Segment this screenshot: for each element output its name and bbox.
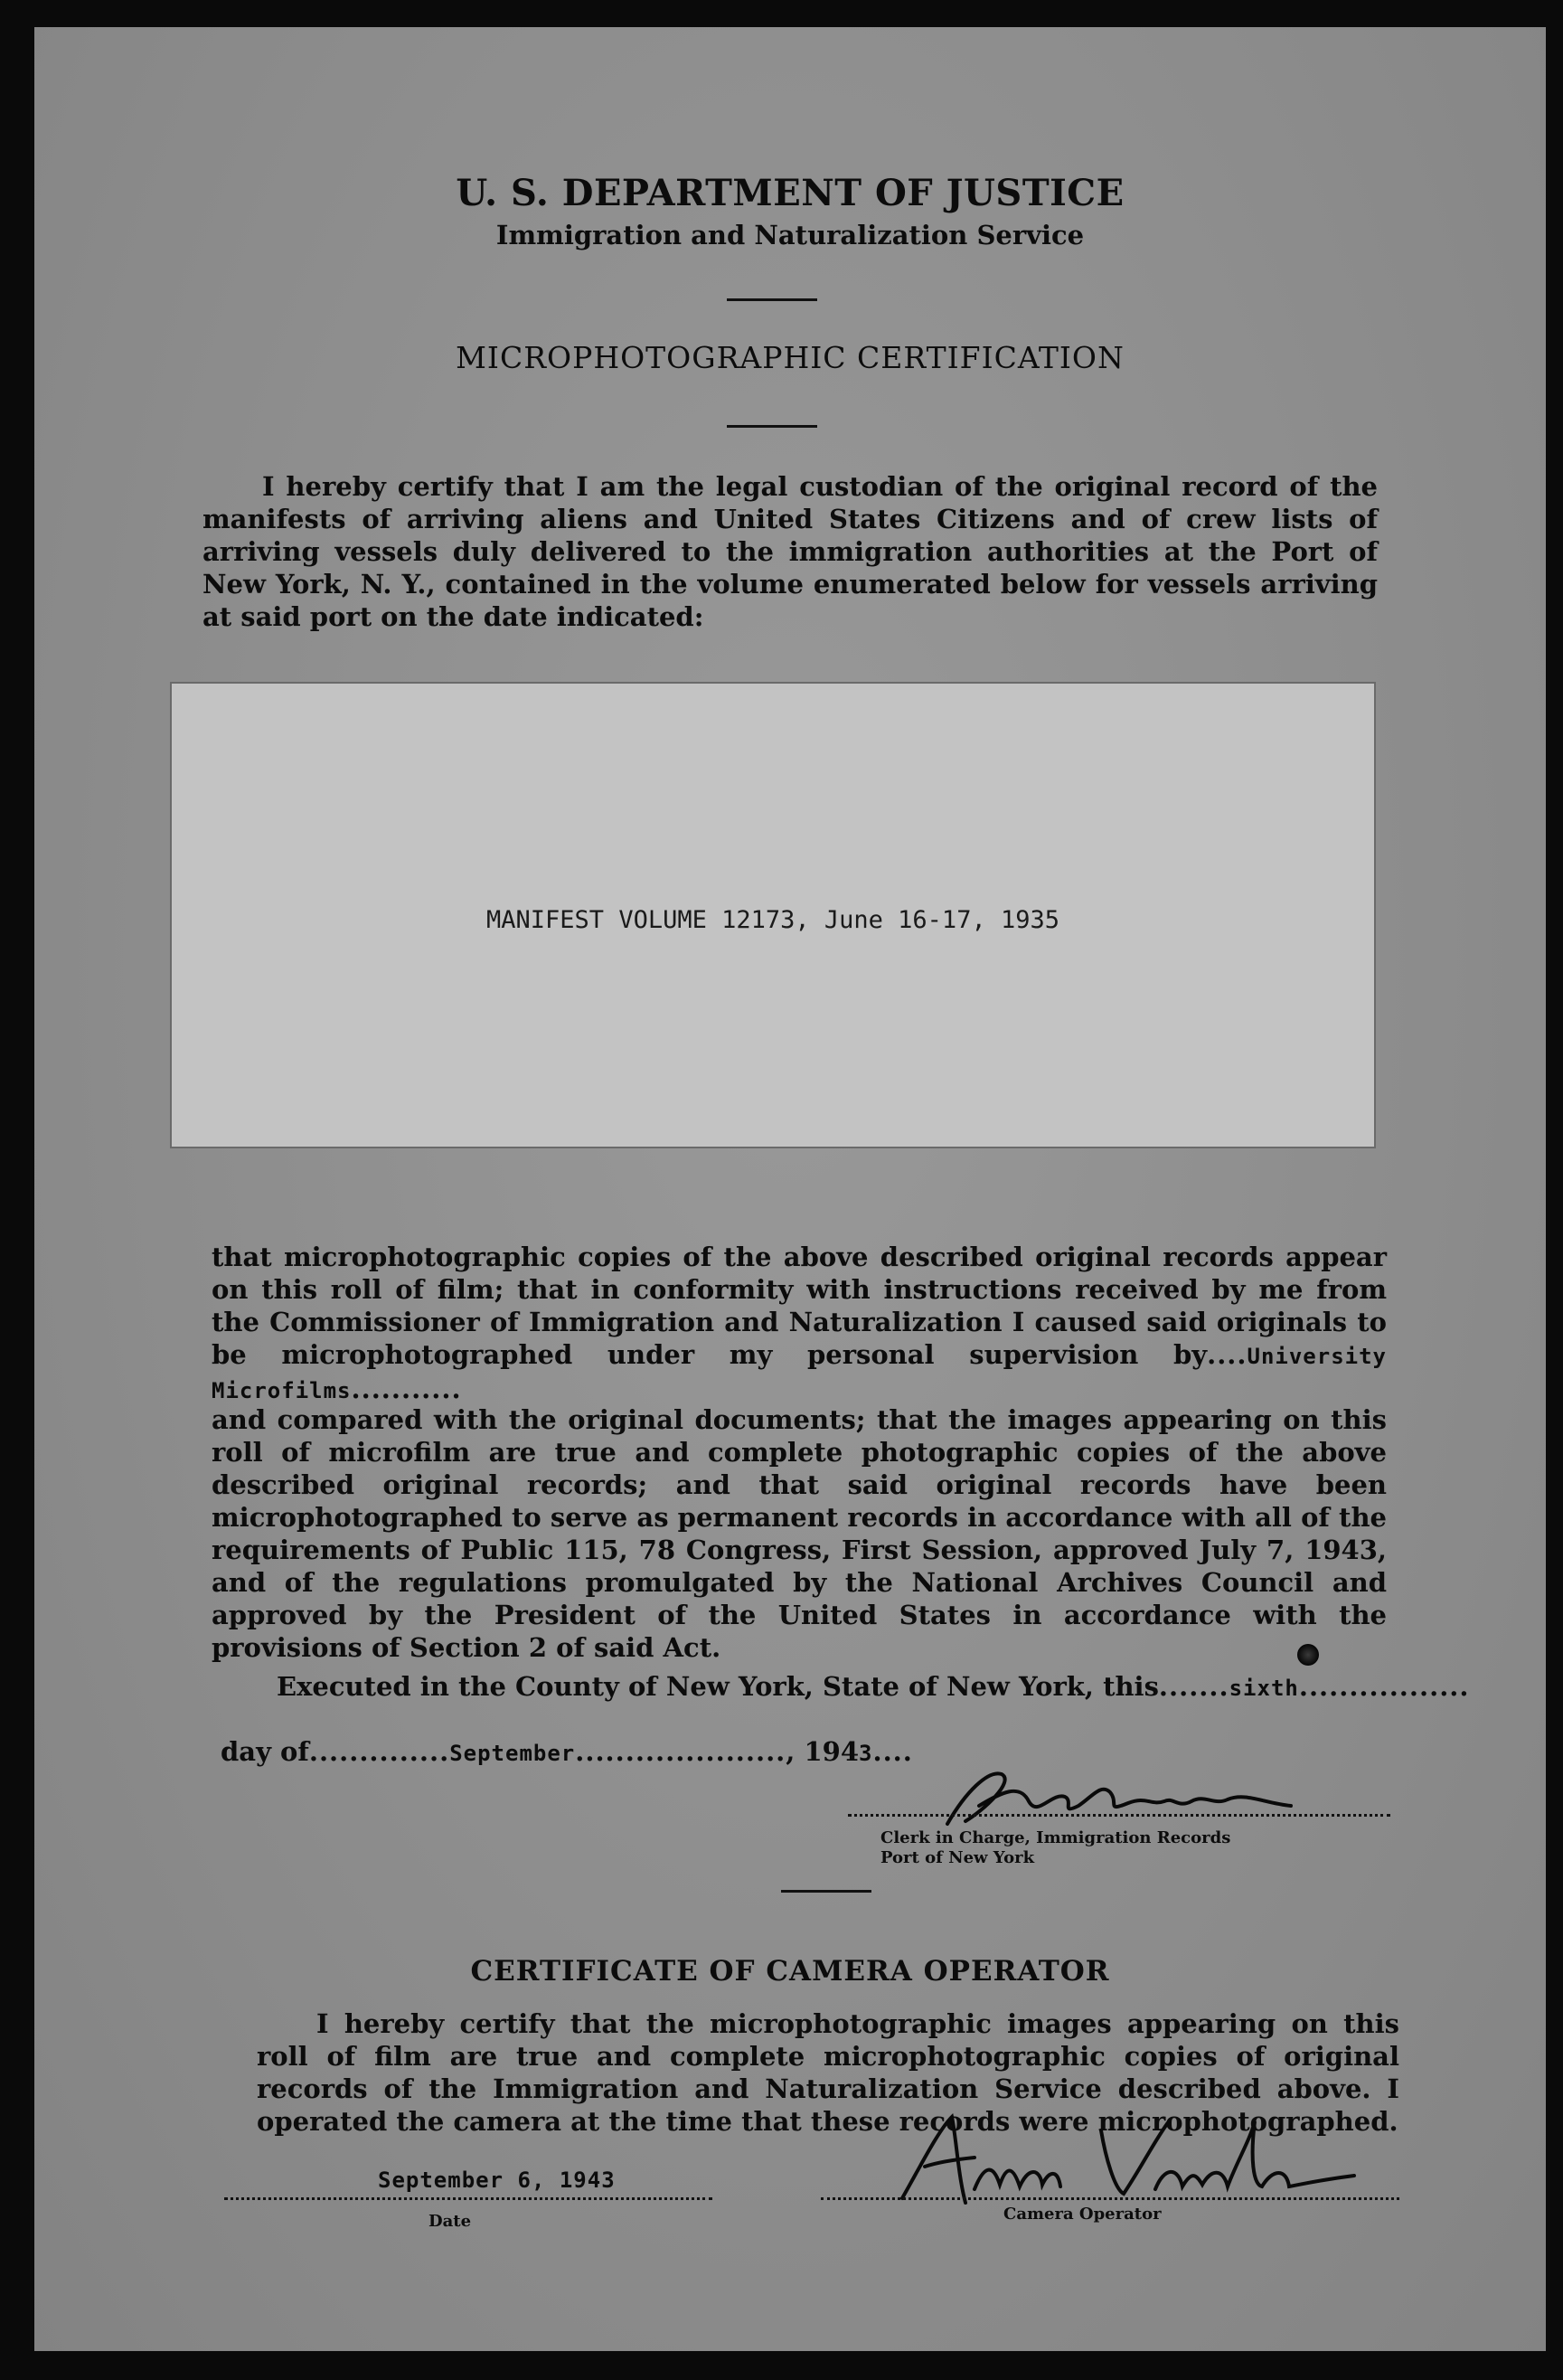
certificate-document <box>34 27 1546 2351</box>
operator-line <box>821 2197 1399 2200</box>
divider-third <box>781 1890 871 1893</box>
date-line <box>224 2197 712 2200</box>
executed-text: Executed in the County of New York, State of New York, this <box>277 1671 1159 1702</box>
clerk-title-line1: Clerk in Charge, Immigration Records <box>880 1828 1231 1847</box>
day-of-line: day of..............September....................., 1943.... <box>221 1736 913 1767</box>
month-value: September <box>449 1741 576 1766</box>
department-title: U. S. DEPARTMENT OF JUSTICE <box>456 172 1125 214</box>
service-subtitle: Immigration and Naturalization Service <box>495 220 1085 250</box>
executed-line: Executed in the County of New York, State of New York, this.......sixth................. <box>277 1671 1470 1702</box>
clerk-title-line2: Port of New York <box>880 1848 1035 1867</box>
body-paragraph-1: that microphotographic copies of the above described original records appear on this roll of film; that in conformity with instructions received by me from the Commissioner of Immigration and Naturalization I caused said originals to be microphotographed under my personal supervision by....University Microfilms........... <box>212 1242 1387 1404</box>
body-text-1: that microphotographic copies of the above described original records appear on this roll of film; that in conformity with instructions received by me from the Commissioner of Immigration and Naturalization I caused said originals to be microphotographed under my personal supervision by <box>212 1242 1387 1370</box>
ink-blot <box>1297 1644 1319 1666</box>
date-label: Date <box>428 2212 472 2231</box>
intro-paragraph: I hereby certify that I am the legal custodian of the original record of the manifests of arriving aliens and United States Citizens and of crew lists of arriving vessels duly delivered to the immigration authorities at the Port of New York, N. Y., contained in the volume enumerated below for vessels arriving at said port on the date indicated: <box>202 471 1378 632</box>
clerk-title <box>880 1828 1230 1868</box>
executed-day: sixth <box>1229 1676 1299 1701</box>
camera-heading: CERTIFICATE OF CAMERA OPERATOR <box>470 1955 1110 1988</box>
year-suffix: 3 <box>859 1741 873 1766</box>
manifest-entry: MANIFEST VOLUME 12173, June 16-17, 1935 <box>486 906 1059 934</box>
body-paragraph-2: and compared with the original documents; that the images appearing on this roll of microfilm are true and complete photographic copies of the above described original records; and that said original records have been microphotographed to serve as permanent records in accordance with all of the requirements of Public 115, 78 Congress, First Session, approved July 7, 1943, and of the regulations promulgated by the National Archives Council and approved by the President of the United States in accordance with the provisions of Section 2 of said Act. <box>212 1404 1387 1663</box>
divider-second <box>727 425 817 428</box>
manifest-entry-box <box>170 682 1376 1148</box>
year-prefix: , 194 <box>786 1736 860 1767</box>
camera-date-value: September 6, 1943 <box>378 2168 616 2193</box>
certification-heading: MICROPHOTOGRAPHIC CERTIFICATION <box>456 340 1125 375</box>
divider-top <box>727 298 817 301</box>
clerk-signature-line <box>848 1814 1390 1817</box>
operator-signature <box>884 2103 1372 2212</box>
clerk-signature <box>902 1756 1318 1837</box>
day-of-text: day of <box>221 1736 309 1767</box>
camera-paragraph: I hereby certify that the microphotographic images appearing on this roll of film are true and complete microphotographic copies of original records of the Immigration and Naturalization Service described above. I operated the camera at the time that these records were microphotographed. <box>257 2008 1399 2137</box>
photographer-name: University Microfilms <box>212 1344 1387 1403</box>
operator-label: Camera Operator <box>1003 2205 1162 2224</box>
